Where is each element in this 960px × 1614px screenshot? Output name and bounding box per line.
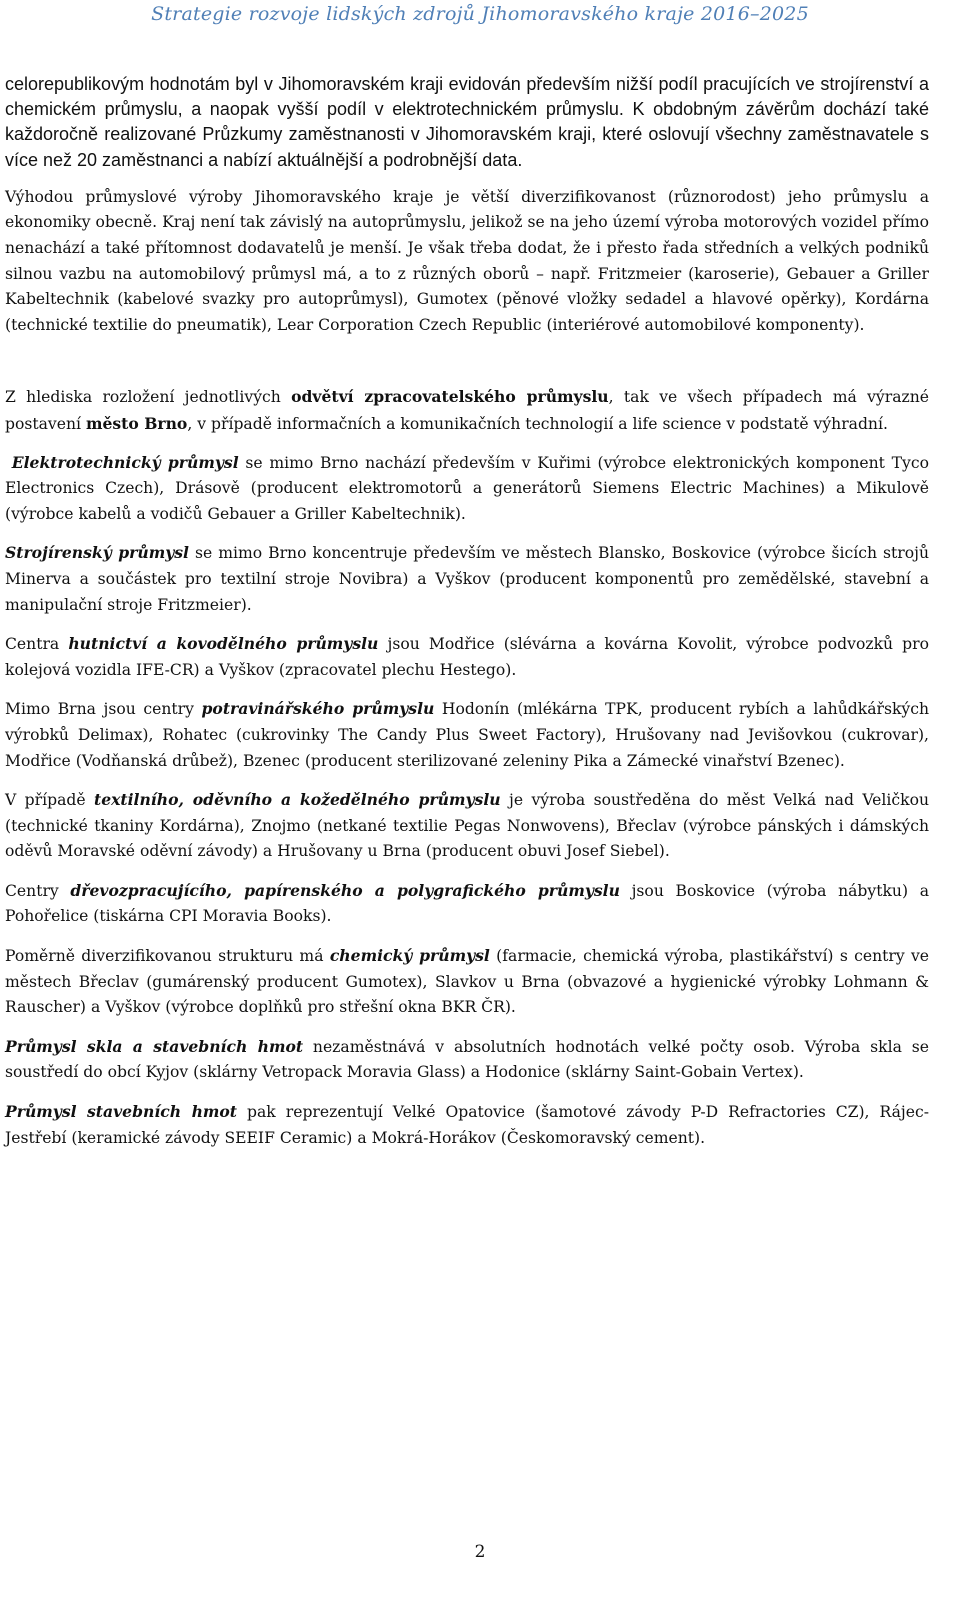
paragraph-wood-paper: Centry dřevozpracujícího, papírenského a polygrafického průmyslu jsou Boskovice (výroba nábytku) a Pohořelice (tiskárna CPI Moravia Books).: [5, 880, 929, 926]
paragraph-food: Mimo Brna jsou centry potravinářského průmyslu Hodonín (mlékárna TPK, producent rybích a lahůdkářských výrobků Delimax), Rohatec (cukrovinky The Candy Plus Sweet Factory), Hrušovany nad Jevišovkou (cukrovar), Modřice (Vodňanská drůbež), Bzenec (producent sterilizované zeleniny Pika a Zámecké vinařství Bzenec).: [5, 699, 929, 770]
paragraph-building-materials: Průmysl stavebních hmot pak reprezentují Velké Opatovice (šamotové závody P-D Refractories CZ), Rájec-Jestřebí (keramické závody SEEIF Ceramic) a Mokrá-Horákov (Českomoravský cement).: [5, 1102, 929, 1147]
highlight-brno: město Brno: [85, 413, 188, 433]
page-header-title: Strategie rozvoje lidských zdrojů Jihomoravského kraje 2016–2025: [151, 3, 809, 25]
industry-name-wood-paper: dřevozpracujícího, papírenského a polygrafického průmyslu: [70, 880, 620, 900]
paragraph-regional-comparison: celorepublikovým hodnotám byl v Jihomoravském kraji evidován především nižší podíl pracujících ve strojírenství a chemickém průmyslu, a naopak vyšší podíl v elektrotechnickém průmyslu. K obdobným závěrům dochází také každoročně realizované Průzkumy zaměstnanosti v Jihomoravském kraji, které oslovují všechny zaměstnavatele s více než 20 zaměstnanci a nabízí aktuálnější a podrobnější data.: [5, 74, 929, 170]
industry-name-metallurgy: hutnictví a kovodělného průmyslu: [68, 634, 379, 654]
paragraph-diversification: Výhodou průmyslové výroby Jihomoravského kraje je větší diverzifikovanost (různorodost) jeho průmyslu a ekonomiky obecně. Kraj není tak závislý na autoprůmyslu, jelikož se na jeho území výroba motorových vozidel přímo nenachází a také přítomnost dodavatelů je menší. Je však třeba dodat, že i přesto řada středních a velkých podniků silnou vazbu na automobilový průmysl má, a to z různých oborů – např. Fritzmeier (karoserie), Gebauer a Griller Kabeltechnik (kabelové svazky pro autoprůmysl), Gumotex (pěnové vložky sedadel a hlavové opěrky), Kordárna (technické textilie do pneumatik), Lear Corporation Czech Republic (interiérové automobilové komponenty).: [5, 187, 929, 334]
industry-name-food: potravinářského průmyslu: [201, 699, 435, 719]
highlight-manufacturing: odvětví zpracovatelského průmyslu: [291, 387, 609, 407]
industry-name-engineering: Strojírenský průmysl: [5, 543, 189, 563]
industry-name-building-materials: Průmysl stavebních hmot: [5, 1102, 238, 1122]
industry-name-textile: textilního, oděvního a kožedělného průmyslu: [94, 790, 501, 810]
industry-name-electrotechnical: Elektrotechnický průmysl: [11, 452, 239, 472]
document-body: [5, 72, 929, 1151]
paragraph-glass: Průmysl skla a stavebních hmot nezaměstnává v absolutních hodnotách velké počty osob. Výroba skla se soustředí do obcí Kyjov (sklárny Vetropack Moravia Glass) a Hodonice (sklárny Saint-Gobain Vertex).: [5, 1036, 929, 1082]
industry-name-chemical: chemický průmysl: [329, 946, 490, 966]
paragraph-electrotechnical: Elektrotechnický průmysl se mimo Brno nachází především v Kuřimi (výrobce elektronických komponent Tyco Electronics Czech), Drásově (producent elektromotorů a generátorů Siemens Electric Machines) a Mikulově (výrobce kabelů a vodičů Gebauer a Griller Kabeltechnik).: [5, 452, 929, 523]
industry-name-glass: Průmysl skla a stavebních hmot: [5, 1036, 304, 1056]
paragraph-engineering: Strojírenský průmysl se mimo Brno koncentruje především ve městech Blansko, Boskovice (výrobce šicích strojů Minerva a součástek pro textilní stroje Novibra) a Vyškov (producent komponentů pro zemědělské, stavební a manipulační stroje Fritzmeier).: [5, 543, 929, 614]
paragraph-metallurgy: Centra hutnictví a kovodělného průmyslu jsou Modřice (slévárna a kovárna Kovolit, výrobce podvozků pro kolejová vozidla IFE-CR) a Vyškov (zpracovatel plechu Hestego).: [5, 634, 929, 679]
page-number: 2: [474, 1542, 486, 1562]
paragraph-textile: V případě textilního, oděvního a kožedělného průmyslu je výroba soustředěna do měst Velká nad Veličkou (technické tkaniny Kordárna), Znojmo (netkané textilie Pegas Nonwovens), Břeclav (výrobce pánských i dámských oděvů Moravské oděvní závody) a Hrušovany u Brna (producent obuvi Josef Siebel).: [5, 790, 929, 861]
paragraph-brno-position: Z hlediska rozložení jednotlivých odvětví zpracovatelského průmyslu, tak ve všech případech má výrazné postavení město Brno, v případě informačních a komunikačních technologií a life science v podstatě výhradní.: [5, 387, 929, 433]
paragraph-chemical: Poměrně diverzifikovanou strukturu má chemický průmysl (farmacie, chemická výroba, plastikářství) s centry ve městech Břeclav (gumárenský producent Gumotex), Slavkov u Brna (obvazové a hygienické výrobky Lohmann & Rauscher) a Vyškov (výrobce doplňků pro střešní okna BKR ČR).: [5, 946, 930, 1017]
